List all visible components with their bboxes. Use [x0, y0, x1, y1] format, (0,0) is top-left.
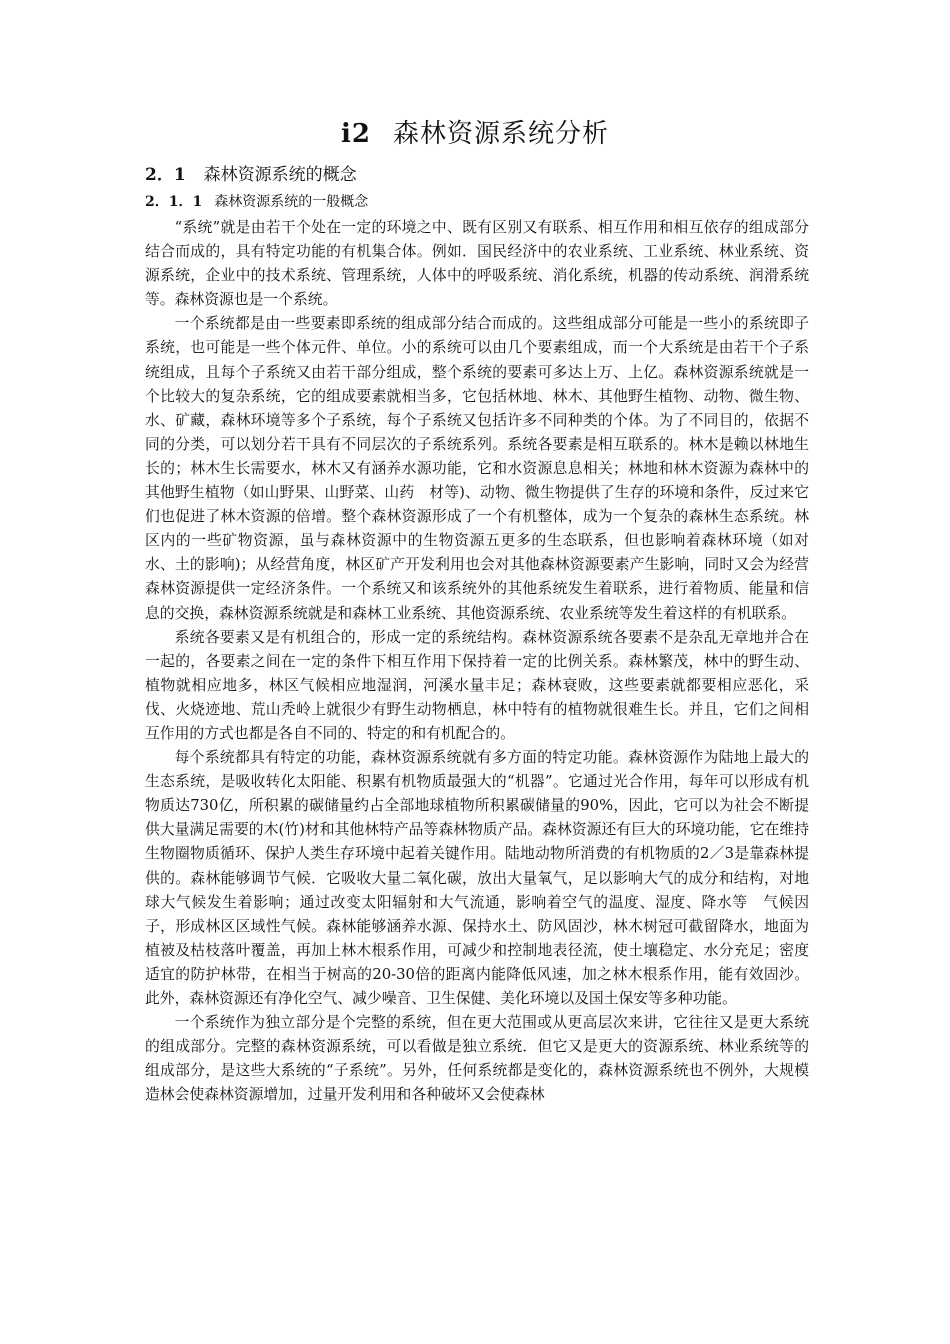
subsection-title-text: 森林资源系统的一般概念 — [214, 194, 369, 210]
chapter-number: i2 — [341, 119, 371, 149]
paragraph: 每个系统都具有特定的功能，森林资源系统就有多方面的特定功能。森林资源作为陆地上最大的生态系统，是吸收转化太阳能、积累有机物质最强大的“机器”。它通过光合作用，每年可以形成有机物质达730亿，所积累的碳储量约占全部地球植物所积累碳储量的90%，因此，它可以为社会不断提供大量满足需要的木(竹)材和其他林特产品等森林物质产品。森林资源还有巨大的环境功能，它在维持生物圈物质循环、保护人类生存环境中起着关键作用。陆地动物所消费的有机物质的2／3是靠森林提供的。森林能够调节气候．它吸收大量二氧化碳，放出大量氧气，足以影响大气的成分和结构，对地球大气候发生着影响；通过改变太阳辐射和大气流通，影响着空气的温度、湿度、降水等 气候因子，形成林区区域性气候。森林能够涵养水源、保持水土、防风固沙，林木树冠可截留降水，地面为植被及枯枝落叶覆盖，再加上林木根系作用，可减少和控制地表径流，使土壤稳定、水分充足；密度适宜的防护林带，在相当于树高的20-30倍的距离内能降低风速，加之林木根系作用，能有效固沙。此外，森林资源还有净化空气、减少噪音、卫生保健、美化环境以及国土保安等多种功能。 — [145, 749, 809, 1007]
section-title-text: 森林资源系统的概念 — [203, 165, 357, 185]
paragraph: “系统”就是由若干个处在一定的环境之中、既有区别又有联系、相互作用和相互依存的组成部分结合而成的，具有特定功能的有机集合体。例如．国民经济中的农业系统、工业系统、林业系统、资源系统，企业中的技术系统、管理系统，人体中的呼吸系统、消化系统，机器的传动系统、润滑系统等。森林资源也是一个系统。 — [145, 219, 809, 309]
section-heading — [145, 163, 357, 187]
paragraph: 一个系统作为独立部分是个完整的系统，但在更大范围或从更高层次来讲，它往往又是更大系统的组成部分。完整的森林资源系统，可以看做是独立系统．但它又是更大的资源系统、林业系统等的组成部分，是这些大系统的“子系统”。另外，任何系统都是变化的，森林资源系统也不例外，大规模造林会使森林资源增加，过量开发利用和各种破坏又会使森林 — [145, 1014, 809, 1104]
paragraph: 系统各要素又是有机组合的，形成一定的系统结构。森林资源系统各要素不是杂乱无章地并合在一起的，各要素之间在一定的条件下相互作用下保持着一定的比例关系。森林繁茂，林中的野生动、植物就相应地多，林区气候相应地湿润，河溪水量丰足；森林衰败，这些要素就都要相应恶化，采伐、火烧迹地、荒山秃岭上就很少有野生动物栖息，林中特有的植物就很难生长。并且，它们之间相互作用的方式也都是各自不同的、特定的和有机配合的。 — [145, 628, 809, 742]
chapter-title — [0, 117, 950, 151]
chapter-title-text: 森林资源系统分析 — [392, 119, 609, 149]
body-text — [145, 216, 809, 1107]
section-number: 2．1 — [145, 165, 186, 185]
subsection-number: 2．1．1 — [145, 194, 203, 210]
paragraph: 一个系统都是由一些要素即系统的组成部分结合而成的。这些组成部分可能是一些小的系统即子系统，也可能是一些个体元件、单位。小的系统可以由几个要素组成，而一个大系统是由若干个子系统组成，且每个子系统又由若干部分组成，整个系统的要素可多达上万、上亿。森林资源系统就是一个比较大的复杂系统，它的组成要素就相当多，它包括林地、林木、其他野生植物、动物、微生物、水、矿藏，森林环境等多个子系统，每个子系统又包括许多不同种类的个体。为了不同目的，依据不同的分类，可以划分若干具有不同层次的子系统系列。系统各要素是相互联系的。林木是赖以林地生长的；林木生长需要水，林木又有涵养水源功能，它和水资源息息相关；林地和林木资源为森林中的其他野生植物（如山野果、山野菜、山药 材等)、动物、微生物提供了生存的环境和条件，反过来它们也促进了林木资源的倍增。整个森林资源形成了一个有机整体，成为一个复杂的森林生态系统。林区内的一些矿物资源，虽与森林资源中的生物资源五更多的生态联系，但也影响着森林环境（如对水、土的影响)；从经营角度，林区矿产开发利用也会对其他森林资源要素产生影响，同时又会为经营森林资源提供一定经济条件。一个系统又和该系统外的其他系统发生着联系，进行着物质、能量和信息的交换，森林资源系统就是和森林工业系统、其他资源系统、农业系统等发生着这样的有机联系。 — [145, 315, 809, 622]
subsection-heading — [145, 192, 368, 212]
